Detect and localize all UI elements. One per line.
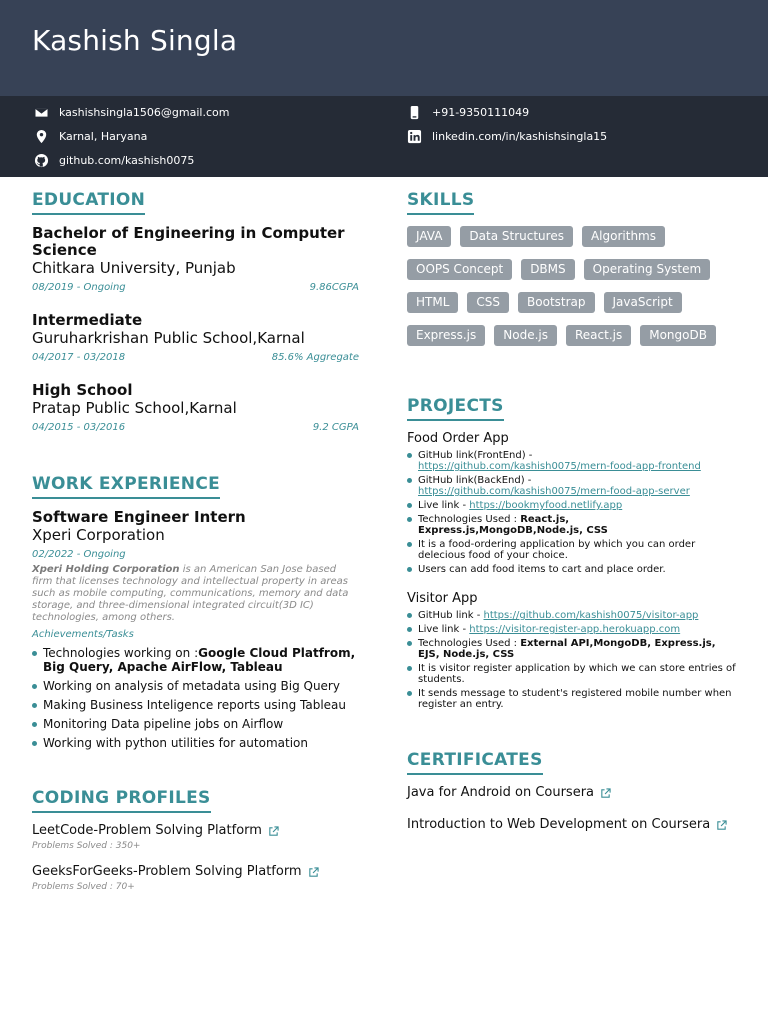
task-text: Technologies working on : [43,646,199,660]
contact-phone[interactable] [407,104,529,120]
list-item [407,475,737,497]
skills-heading: SKILLS [407,190,474,215]
header-banner [0,0,768,96]
degree-title: High School [32,381,133,399]
company-description [32,564,359,624]
contact-email[interactable] [34,104,229,120]
list-item [407,514,737,536]
skill-tag: MongoDB [640,325,716,346]
contact-location [34,128,147,144]
education-dates: 04/2015 - 03/2016 [32,422,126,433]
link-label: GitHub link(FrontEnd) - [418,450,533,461]
project-desc: It is a food-ordering application by which you can order delecious food of your choice. [418,539,696,561]
external-link-icon[interactable] [600,788,611,799]
list-item [32,646,359,674]
list-item [32,698,359,712]
problems-solved: Problems Solved : 70+ [32,882,135,892]
school-name: Guruharkrishan Public School,Karnal [32,329,305,347]
achievements-label: Achievements/Tasks [32,629,134,640]
external-link-icon[interactable] [716,820,727,831]
education-item [32,225,359,294]
external-link-icon[interactable] [268,826,279,837]
github-link[interactable]: https://github.com/kashish0075/visitor-app [483,610,699,621]
coding-profile-item[interactable] [32,864,359,893]
projects-section [407,396,737,710]
task-text: Working with python utilities for automation [43,736,308,750]
certificates-section [407,750,737,833]
link-label: GitHub link - [418,610,481,621]
skill-tag: Express.js [407,325,485,346]
phone-text: +91-9350111049 [432,105,530,119]
skills-list [407,226,737,358]
profile-title-row [32,864,359,880]
skill-tag: React.js [566,325,631,346]
left-column [32,190,359,893]
school-name: Chitkara University, Punjab [32,259,236,277]
skill-tag: OOPS Concept [407,259,512,280]
coding-section [32,788,359,893]
education-section [32,190,359,434]
link-label: Live link - [418,624,467,635]
list-item [407,450,737,472]
link-label: GitHub link(BackEnd) - [418,475,532,486]
school-name: Pratap Public School,Karnal [32,399,237,417]
skill-tag: Algorithms [582,226,665,247]
certificate-name: Java for Android on Coursera [407,785,595,800]
company-desc-name: Xperi Holding Corporation [32,564,180,575]
tech-list: React.js, Express.js,MongoDB,Node.js, CSS [418,514,608,536]
project-food-order [407,431,737,575]
certificate-item[interactable] [407,785,737,801]
education-dates: 04/2017 - 03/2018 [32,352,126,363]
education-item [32,312,359,364]
right-column [407,190,737,833]
external-link-icon[interactable] [308,867,319,878]
project-name: Visitor App [407,591,478,606]
task-text-bold: Google Cloud Platfrom, Big Query, Apache AirFlow, Tableau [43,646,356,674]
certificate-item[interactable] [407,817,737,833]
github-text: github.com/kashish0075 [59,153,195,167]
list-item [407,638,737,660]
project-desc: Users can add food items to cart and place order. [418,564,666,575]
job-title: Software Engineer Intern [32,508,246,526]
skill-tag: Node.js [494,325,557,346]
education-dates: 08/2019 - Ongoing [32,282,126,293]
tech-label: Technologies Used : [418,514,517,525]
problems-solved: Problems Solved : 350+ [32,841,141,851]
degree-title: Bachelor of Engineering in Computer Science [32,224,345,259]
profile-title-row [32,823,359,839]
candidate-name: Kashish Singla [32,24,238,57]
job-dates: 02/2022 - Ongoing [32,549,126,560]
linkedin-text: linkedin.com/in/kashishsingla15 [432,129,608,143]
skills-section [407,190,737,358]
skill-tag: Bootstrap [518,292,594,313]
work-heading: WORK EXPERIENCE [32,474,220,499]
skill-tag: HTML [407,292,458,313]
live-link[interactable]: https://visitor-register-app.herokuapp.com [469,624,681,635]
link-label: Live link - [418,500,467,511]
skill-tag: JAVA [407,226,451,247]
list-item [407,500,737,511]
education-meta [32,351,359,364]
github-frontend-link[interactable]: https://github.com/kashish0075/mern-food-app-frontend [418,461,701,472]
github-backend-link[interactable]: https://github.com/kashish0075/mern-food-app-server [418,486,690,497]
github-icon [34,153,49,168]
education-meta [32,421,359,434]
education-score: 9.86CGPA [309,282,359,293]
skill-tag: Data Structures [460,226,573,247]
list-item [407,539,737,561]
phone-icon [407,105,422,120]
task-text: Making Business Inteligence reports using Tableau [43,698,346,712]
list-item [32,679,359,693]
list-item [32,736,359,750]
list-item [407,663,737,685]
company-name: Xperi Corporation [32,526,165,544]
project-name: Food Order App [407,431,509,446]
envelope-icon [34,105,49,120]
list-item [407,624,737,635]
live-link[interactable]: https://bookmyfood.netlify.app [469,500,623,511]
location-pin-icon [34,129,49,144]
list-item [407,688,737,710]
list-item [407,564,737,575]
company-desc-text: is an American San Jose based firm that licenses technology and intellectual property in areas such as mobile computing, communications, memory and data storage, and three-dimensional integrated circuit(3D IC) technologies, among others. [32,564,349,623]
education-score: 85.6% Aggregate [271,352,359,363]
degree-title: Intermediate [32,311,143,329]
project-details [407,450,737,575]
task-text: Monitoring Data pipeline jobs on Airflow [43,717,284,731]
list-item [407,610,737,621]
education-item [32,382,359,434]
project-details [407,610,737,710]
tech-label: Technologies Used : [418,638,517,649]
profile-name: GeeksForGeeks-Problem Solving Platform [32,864,302,879]
contact-bar [0,96,768,177]
location-text: Karnal, Haryana [59,129,148,143]
coding-heading: CODING PROFILES [32,788,211,813]
job-meta [32,548,359,561]
coding-profile-item[interactable] [32,823,359,852]
certificates-heading: CERTIFICATES [407,750,543,775]
email-text: kashishsingla1506@gmail.com [59,105,230,119]
contact-github[interactable] [34,152,194,168]
education-meta [32,281,359,294]
skill-tag: Operating System [584,259,711,280]
skill-tag: CSS [467,292,509,313]
task-list [32,646,359,750]
project-visitor [407,591,737,710]
skill-tag: JavaScript [604,292,682,313]
linkedin-icon [407,129,422,144]
profile-name: LeetCode-Problem Solving Platform [32,823,262,838]
skill-tag: DBMS [521,259,574,280]
contact-linkedin[interactable] [407,128,607,144]
certificate-name: Introduction to Web Development on Coursera [407,817,711,832]
projects-heading: PROJECTS [407,396,504,421]
education-heading: EDUCATION [32,190,145,215]
task-text: Working on analysis of metadata using Big Query [43,679,340,693]
work-section [32,474,359,750]
project-desc: It is visitor register application by which we can store entries of students. [418,663,736,685]
list-item [32,717,359,731]
project-desc: It sends message to student's registered mobile number when register an entry. [418,688,732,710]
tech-list: External API,MongoDB, Express.js, EJS, Node.js, CSS [418,638,716,660]
education-score: 9.2 CGPA [312,422,359,433]
